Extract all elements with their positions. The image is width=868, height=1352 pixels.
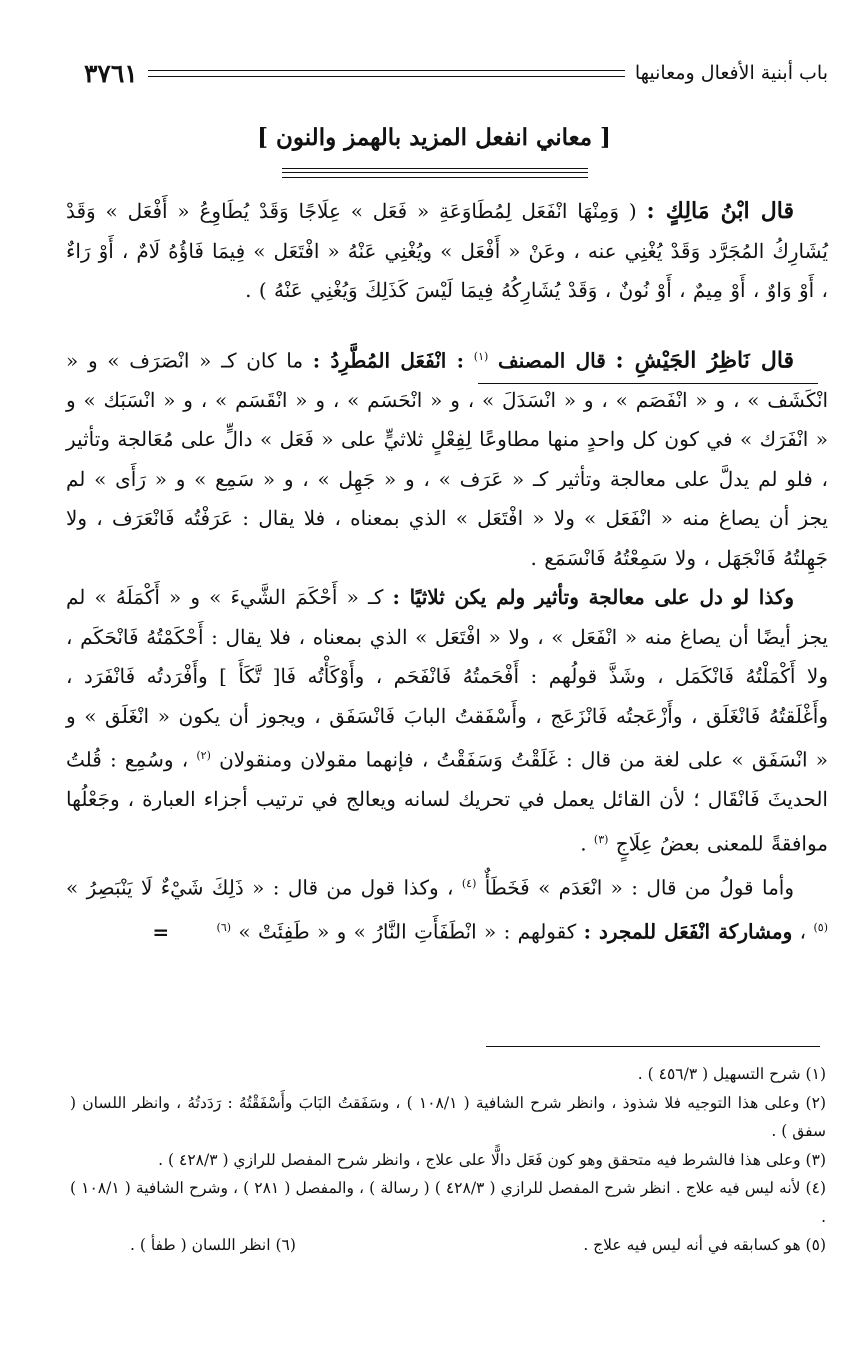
running-header xyxy=(84,56,828,90)
page-number: ٣٧٦١ xyxy=(84,58,138,88)
footnote-ref[interactable]: (١) xyxy=(473,349,489,363)
paragraph-text: ، وكذا قول من قال : « ذَلِكَ شَيْءٌ لَا يَنْبَصِرُ » xyxy=(66,875,454,900)
footnote-5: (٥) هو كسابقه في أنه ليس فيه علاج . xyxy=(583,1236,826,1254)
speaker-label: قال ابْنُ مَالِكٍ : xyxy=(646,198,794,224)
keyword-text: : انْفَعَل المُطَّرِدُ : xyxy=(312,348,465,373)
paragraph-text: ، xyxy=(799,919,807,944)
footnote-4: (٤) لأنه ليس فيه علاج . انظر شرح المفصل للرازي ( ٤٢٨/٣ ) ( رسالة ) ، والمفصل ( ٢٨١ ) ، وشرح الشافية ( ١٠٨/١ ) . xyxy=(70,1179,826,1226)
bold-text: ومشاركة انْفَعَل للمجرد : xyxy=(583,919,793,944)
continuation-mark: = xyxy=(152,919,170,944)
footnote-2: (٢) وعلى هذا التوجيه فلا شذوذ ، وانظر شرح الشافية ( ١٠٨/١ ) ، وسَفَقتُ البَابَ وأَسْفَقْتُهُ : رَدَدتُهُ ، وانظر اللسان ( سفق ) . xyxy=(70,1093,826,1140)
paragraph-separator-rule xyxy=(478,383,818,384)
paragraph-nazir-al-jaysh xyxy=(66,337,828,579)
lead-text: قال المصنف xyxy=(498,348,606,373)
lead-text: وكذا لو دل على معالجة وتأثير ولم يكن ثلاثيًا : xyxy=(392,585,795,610)
paragraph-ibn-malik xyxy=(66,192,828,311)
footnote-separator-rule xyxy=(486,1046,820,1047)
paragraph-text: ما كان كـ « انْصَرَف » و « انْكَشَف » ، و « انْفَصَم » ، و « انْسَدَلَ » ، و « انْحَسَم » ، و « انْقَسَم » ، و « انْسَبَك » و « انْفَرَك » في كون كل واحدٍ منها مطاوعًا لِفِعْلٍ ثلاثيٍّ على « فَعَل » دالٍّ على مُعَالجة وتأثير ، فلو لم يدلَّ على معالجة وتأثير كـ « عَرَف » ، و « جَهِل » ، و « سَمِع » و « رَأَى » لم يجز أن يصاغ منه « انْفَعَل » ولا « افْتَعَل » الذي بمعناه ، فلا يقال : عَرَفْتُه فَانْعَرَف ، ولا جَهِلتُهُ فَانْجَهَل ، ولا سَمِعْتُهُ فَانْسَمَع . xyxy=(66,348,828,570)
footnote-6: (٦) انظر اللسان ( طفأ ) . xyxy=(130,1236,296,1254)
paragraph-infa-al-mujarrad xyxy=(66,864,828,952)
section-title-rule xyxy=(282,168,588,178)
footnote-ref[interactable]: (٢) xyxy=(196,749,211,763)
footnote-ref[interactable]: (٥) xyxy=(813,921,828,935)
main-text xyxy=(66,192,828,952)
footnote-3: (٣) وعلى هذا فالشرط فيه متحقق وهو كون فَعَل دالًّا على علاج ، وانظر شرح المفصل للرازي ( ٤٢٨/٣ ) . xyxy=(158,1150,826,1169)
header-rule xyxy=(148,70,625,77)
footnote-ref[interactable]: (٣) xyxy=(593,832,609,846)
paragraph-text: وأما قولُ من قال : « انْعَدَم » فَخَطَأٌ xyxy=(484,875,794,900)
footnotes xyxy=(70,1060,826,1260)
paragraph-text: ( وَمِنْهَا انْفَعَل لِمُطَاوَعَةِ « فَعَل » عِلَاجًا وَقَدْ يُطَاوِعُ « أَفْعَل » وَقَدْ يُشَارِكُ المُجَرَّد وَقَدْ يُغْنِي عنه ، وعَنْ « أَفْعَل » ويُغْنِي عَنْهُ « افْتَعَل » فِيمَا فَاؤُهُ لَامٌ ، أَوْ رَاءٌ ، أَوْ وَاوٌ ، أَوْ مِيمٌ ، أَوْ نُونٌ ، وَقَدْ يُشَارِكُهُ فِيمَا لَيْسَ كَذَلِكَ وَيُغْنِي عَنْهُ ) . xyxy=(66,199,828,302)
footnote-row xyxy=(70,1231,826,1260)
running-title: باب أبنية الأفعال ومعانيها xyxy=(634,62,828,84)
paragraph-text: كـ « أَحْكَمَ الشَّيءَ » و « أَكْمَلَهُ » لم يجز أيضًا أن يصاغ منه « انْفَعَل » ، ولا « افْتَعَل » الذي بمعناه ، فلا يقال : أَحْكَمْتُهُ فَانْحَكَم ، ولا أَكْمَلْتُهُ فَانْكَمَل ، وشَذَّ قولُهم : أَفْحَمتُهُ فَانْفَحَم ، وأَوْكَأْتُه فَا[ تَّكَأَ ] وأَفْرَدتُه فَانْفَرَد ، وأَغْلَقتُهُ فَانْغَلَق ، وأَزْعَجتُه فَانْزَعَج ، وأَسْفَقتُ البابَ فَانْسَفَق ، ويجوز أن يكون « انْغَلَق » و « انْسَفَق » على لغة من قال : غَلَقْتُ وَسَفَقْتُ ، فإنهما مقولان ومنقولان xyxy=(66,585,829,772)
speaker-label: قال نَاظِرُ الجَيْشِ : xyxy=(615,347,795,374)
footnote-ref[interactable]: (٦) xyxy=(216,921,232,935)
section-title: [ معاني انفعل المزيد بالهمز والنون ] xyxy=(257,124,611,151)
footnote-ref[interactable]: (٤) xyxy=(461,876,477,890)
paragraph-text: . xyxy=(580,831,587,856)
footnote-1: (١) شرح التسهيل ( ٤٥٦/٣ ) . xyxy=(637,1065,826,1083)
paragraph-non-triliteral xyxy=(66,578,828,864)
paragraph-text: كقولهم : « انْطَفَأَتِ النَّارُ » و « طَفِئَتْ » xyxy=(238,919,577,944)
paragraph-text: ، وسُمِع : قُلتُ الحديثَ فَانْقَال ؛ لأن القائل يعمل في تحريك لسانه ويعالج في ترتيب أجزاء العبارة ، وجَعْلُها موافقةً للمعنى بعضُ عِلَاجٍ xyxy=(66,747,828,856)
